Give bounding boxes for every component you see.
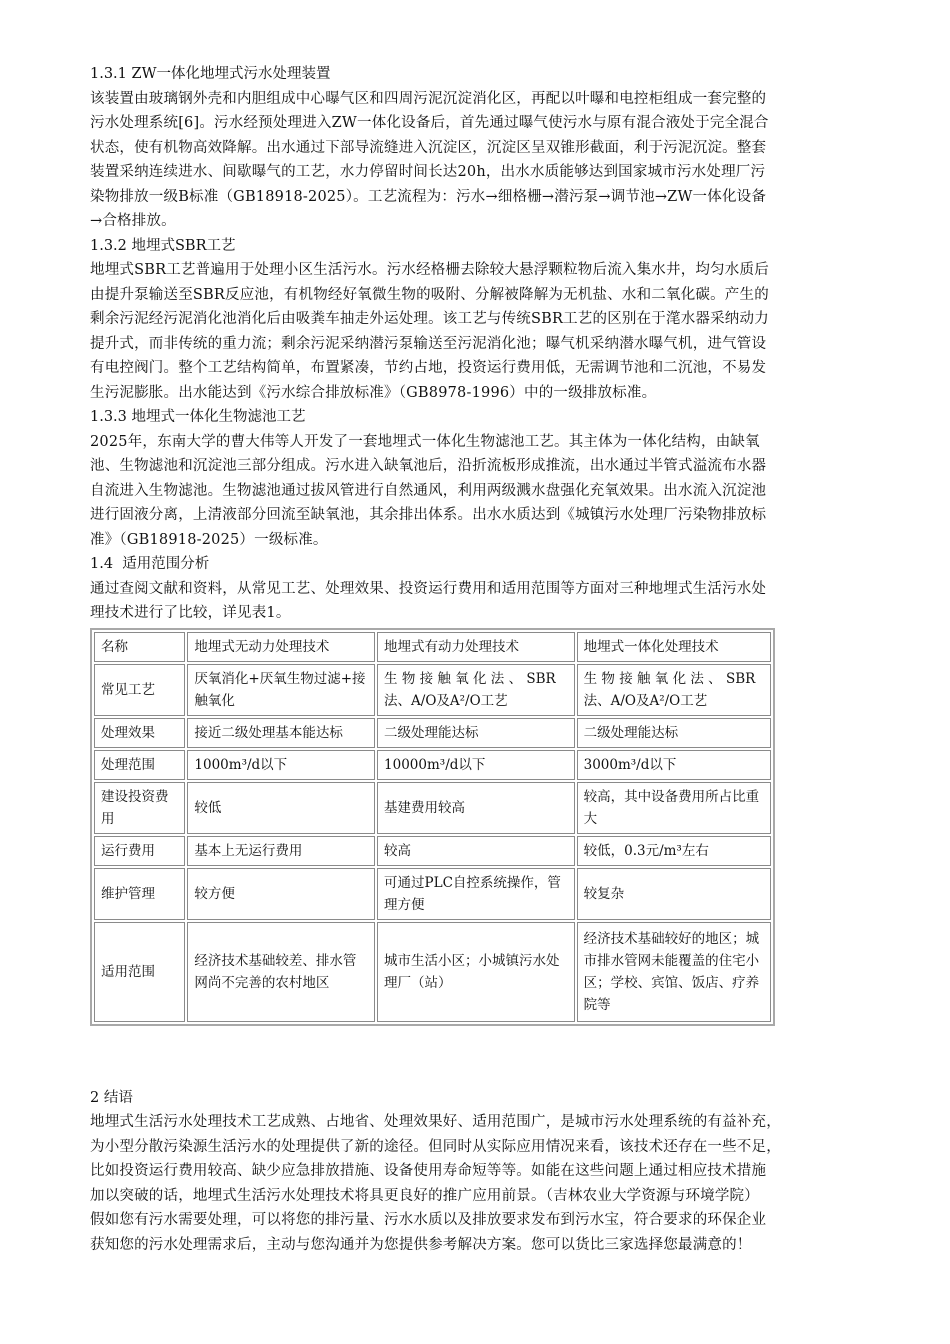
paragraph-line: 自流进入生物滤池。生物滤池通过拔风管进行自然通风，利用两级溅水盘强化充氧效果。出水流入沉淀池 [90,482,767,499]
paragraph-line: 为小型分散污染源生活污水的处理提供了新的途径。但同时从实际应用情况来看，该技术还存在一些不足， [90,1138,781,1155]
table-cell: 城市生活小区；小城镇污水处理厂（站） [377,922,575,1022]
table-cell: 较低，0.3元/m³左右 [577,836,771,866]
table-cell: 可通过PLC自控系统操作，管理方便 [377,868,575,920]
paragraph-line: 准》（GB18918-2025）一级标准。 [90,531,328,548]
table-cell: 较方便 [187,868,375,920]
paragraph-line: →合格排放。 [90,213,176,229]
paragraph-line: 获知您的污水处理需求后，主动与您沟通并为您提供参考解决方案。您可以货比三家选择您最满意的！ [90,1236,752,1253]
paragraph-line: 状态，使有机物高效降解。出水通过下部导流缝进入沉淀区，沉淀区呈双锥形截面，利于污泥沉淀。整套 [90,139,767,156]
table-cell: 处理范围 [94,750,185,780]
paragraph-line: 由提升泵输送至SBR反应池，有机物经好氧微生物的吸附、分解被降解为无机盐、水和二氧化碳。产生的 [90,286,769,303]
table-row [94,868,771,920]
table-header-cell: 名称 [94,632,185,662]
spacer [90,1026,865,1086]
section-1-3-1-title: 1.3.1 ZW一体化地埋式污水处理装置 [90,66,331,82]
table-row [94,782,771,834]
paragraph-line: 假如您有污水需要处理，可以将您的排污量、污水水质以及排放要求发布到污水宝，符合要求的环保企业 [90,1212,767,1228]
table-cell: 二级处理能达标 [577,718,771,748]
table-cell: 维护管理 [94,868,185,920]
table-cell: 基本上无运行费用 [187,836,375,866]
paragraph-line: 剩余污泥经污泥消化池消化后由吸粪车抽走外运处理。该工艺与传统SBR工艺的区别在于滗水器采纳动力 [90,311,769,327]
table-cell: 经济技术基础较差、排水管网尚不完善的农村地区 [187,922,375,1022]
table-row [94,836,771,866]
table-header-cell: 地埋式有动力处理技术 [377,632,575,662]
table-cell: 10000m³/d以下 [377,750,575,780]
section-1-3-3-title: 1.3.3 地埋式一体化生物滤池工艺 [90,409,306,425]
table-cell: 较低 [187,782,375,834]
paragraph-line: 2025年，东南大学的曹大伟等人开发了一套地埋式一体化生物滤池工艺。其主体为一体化结构，由缺氧 [90,433,760,450]
comparison-table [90,628,775,1026]
paragraph-line: 污水处理系统[6]。污水经预处理进入ZW一体化设备后，首先通过曝气使污水与原有混合液处于完全混合 [90,115,769,131]
table-header-cell: 地埋式一体化处理技术 [577,632,771,662]
table-cell: 生 物 接 触 氧 化 法 、 SBR 法、A/O及A²/O工艺 [377,664,575,716]
table-cell: 生 物 接 触 氧 化 法 、 SBR 法、A/O及A²/O工艺 [577,664,771,716]
table-row [94,750,771,780]
paragraph-line: 地埋式SBR工艺普遍用于处理小区生活污水。污水经格栅去除较大悬浮颗粒物后流入集水井，均匀水质后 [90,262,769,278]
table-cell: 较高，其中设备费用所占比重大 [577,782,771,834]
document-page [90,62,865,1257]
paragraph-line: 池、生物滤池和沉淀池三部分组成。污水进入缺氧池后，沿折流板形成推流，出水通过半管式溢流布水器 [90,458,767,474]
table-cell: 接近二级处理基本能达标 [187,718,375,748]
section-1-4-body [90,577,865,626]
table-row [94,718,771,748]
table-cell: 处理效果 [94,718,185,748]
paragraph-line: 装置采纳连续进水、间歇曝气的工艺，水力停留时间长达20h，出水水质能够达到国家城市污水处理厂污 [90,164,766,180]
paragraph-line: 生污泥膨胀。出水能达到《污水综合排放标准》（GB8978-1996）中的一级排放标准。 [90,384,657,401]
table-cell: 运行费用 [94,836,185,866]
paragraph-line: 进行固液分离，上清液部分回流至缺氧池，其余排出体系。出水水质达到《城镇污水处理厂污染物排放标 [90,507,767,523]
table-cell: 适用范围 [94,922,185,1022]
section-1-3-1-body [90,87,865,234]
paragraph-line: 提升式，而非传统的重力流；剩余污泥采纳潜污泵输送至污泥消化池；曝气机采纳潜水曝气机，进气管设 [90,335,767,352]
table-row [94,664,771,716]
table-cell: 较复杂 [577,868,771,920]
table-cell: 常见工艺 [94,664,185,716]
table-cell: 3000m³/d以下 [577,750,771,780]
paragraph-line: 该装置由玻璃钢外壳和内胆组成中心曝气区和四周污泥沉淀消化区，再配以叶曝和电控柜组成一套完整的 [90,90,767,107]
paragraph-line: 地埋式生活污水处理技术工艺成熟、占地省、处理效果好、适用范围广，是城市污水处理系统的有益补充， [90,1114,781,1130]
table-row [94,922,771,1022]
table-cell: 厌氧消化+厌氧生物过滤+接触氧化 [187,664,375,716]
paragraph-line: 理技术进行了比较，详见表1。 [90,605,291,621]
section-2-body [90,1110,865,1257]
paragraph-line: 通过查阅文献和资料，从常见工艺、处理效果、投资运行费用和适用范围等方面对三种地埋式生活污水处 [90,580,767,597]
paragraph-line: 比如投资运行费用较高、缺少应急排放措施、设备使用寿命短等等。如能在这些问题上通过相应技术措施 [90,1163,767,1179]
section-1-4-title: 1.4 适用范围分析 [90,556,210,572]
section-1-3-2-title: 1.3.2 地埋式SBR工艺 [90,237,236,254]
section-1-3-2-body [90,258,865,405]
table-header-cell: 地埋式无动力处理技术 [187,632,375,662]
section-1-3-3-body [90,430,865,553]
table-cell: 1000m³/d以下 [187,750,375,780]
paragraph-line: 有电控阀门。整个工艺结构简单，布置紧凑，节约占地，投资运行费用低，无需调节池和二沉池，不易发 [90,360,767,376]
table-header-row [94,632,771,662]
table-cell: 较高 [377,836,575,866]
table-cell: 基建费用较高 [377,782,575,834]
table-cell: 二级处理能达标 [377,718,575,748]
table-cell: 建设投资费用 [94,782,185,834]
paragraph-line: 染物排放一级B标准（GB18918-2025）。工艺流程为：污水→细格栅→潜污泵→调节池→ZW一体化设备 [90,188,767,205]
section-2-title: 2 结语 [90,1089,133,1106]
paragraph-line: 加以突破的话，地埋式生活污水处理技术将具更良好的推广应用前景。（吉林农业大学资源与环境学院） [90,1187,759,1204]
table-cell: 经济技术基础较好的地区；城市排水管网未能覆盖的住宅小区；学校、宾馆、饭店、疗养院等 [577,922,771,1022]
